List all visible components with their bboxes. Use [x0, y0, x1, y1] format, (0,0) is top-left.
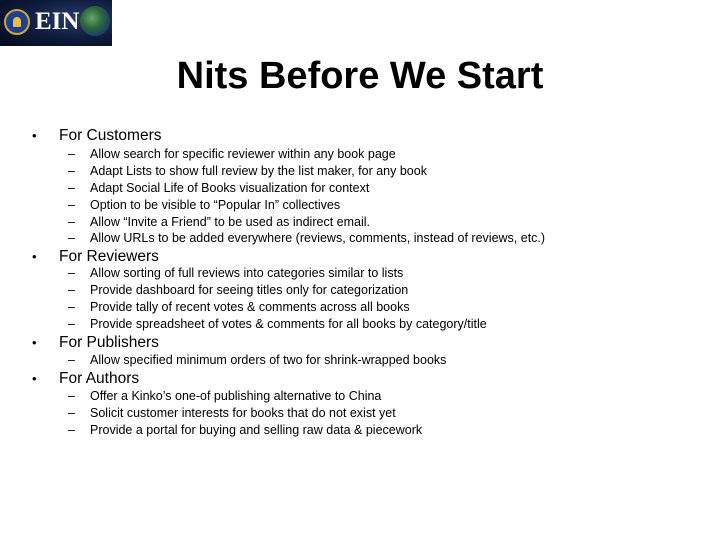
slide-title: Nits Before We Start: [176, 55, 544, 97]
list-item-text: Allow “Invite a Friend” to be used as indirect email.: [90, 215, 370, 229]
list-item-text: Adapt Lists to show full review by the list maker, for any book: [90, 164, 427, 178]
list-item-text: Option to be visible to “Popular In” collectives: [90, 198, 341, 212]
dash-marker: –: [68, 423, 75, 437]
dash-marker: –: [68, 147, 75, 161]
dash-marker: –: [68, 181, 75, 195]
section-heading: For Customers: [59, 127, 162, 144]
dash-marker: –: [68, 164, 75, 178]
globe-icon: [80, 6, 110, 36]
list-item-text: Provide spreadsheet of votes & comments for all books by category/title: [90, 317, 487, 331]
dash-marker: –: [68, 231, 75, 245]
dash-marker: –: [68, 215, 75, 229]
dash-marker: –: [68, 389, 75, 403]
list-item-text: Allow search for specific reviewer within any book page: [90, 147, 396, 161]
dash-marker: –: [68, 283, 75, 297]
dash-marker: –: [68, 406, 75, 420]
list-item-text: Solicit customer interests for books that do not exist yet: [90, 406, 396, 420]
list-item-text: Provide dashboard for seeing titles only for categorization: [90, 283, 409, 297]
section-heading: For Reviewers: [59, 248, 159, 265]
list-item-text: Allow sorting of full reviews into categories similar to lists: [90, 266, 404, 280]
dash-marker: –: [68, 317, 75, 331]
dash-marker: –: [68, 353, 75, 367]
dash-marker: –: [68, 300, 75, 314]
list-item-text: Offer a Kinko’s one-of publishing alternative to China: [90, 389, 382, 403]
dash-marker: –: [68, 198, 75, 212]
bullet: •: [32, 249, 37, 264]
bullet: •: [32, 371, 37, 386]
section-heading: For Publishers: [59, 334, 159, 351]
seal-icon: [4, 9, 30, 35]
section-heading: For Authors: [59, 370, 140, 387]
list-item-text: Adapt Social Life of Books visualization for context: [90, 181, 370, 195]
list-item-text: Allow URLs to be added everywhere (reviews, comments, instead of reviews, etc.): [90, 231, 546, 245]
list-item-text: Allow specified minimum orders of two for shrink-wrapped books: [90, 353, 447, 367]
ein-logo: [0, 0, 112, 46]
dash-marker: –: [68, 266, 75, 280]
bullet: •: [32, 335, 37, 350]
list-item-text: Provide tally of recent votes & comments across all books: [90, 300, 410, 314]
bullet: •: [32, 128, 37, 143]
logo-wordmark: EIN: [35, 8, 80, 35]
list-item-text: Provide a portal for buying and selling raw data & piecework: [90, 423, 423, 437]
